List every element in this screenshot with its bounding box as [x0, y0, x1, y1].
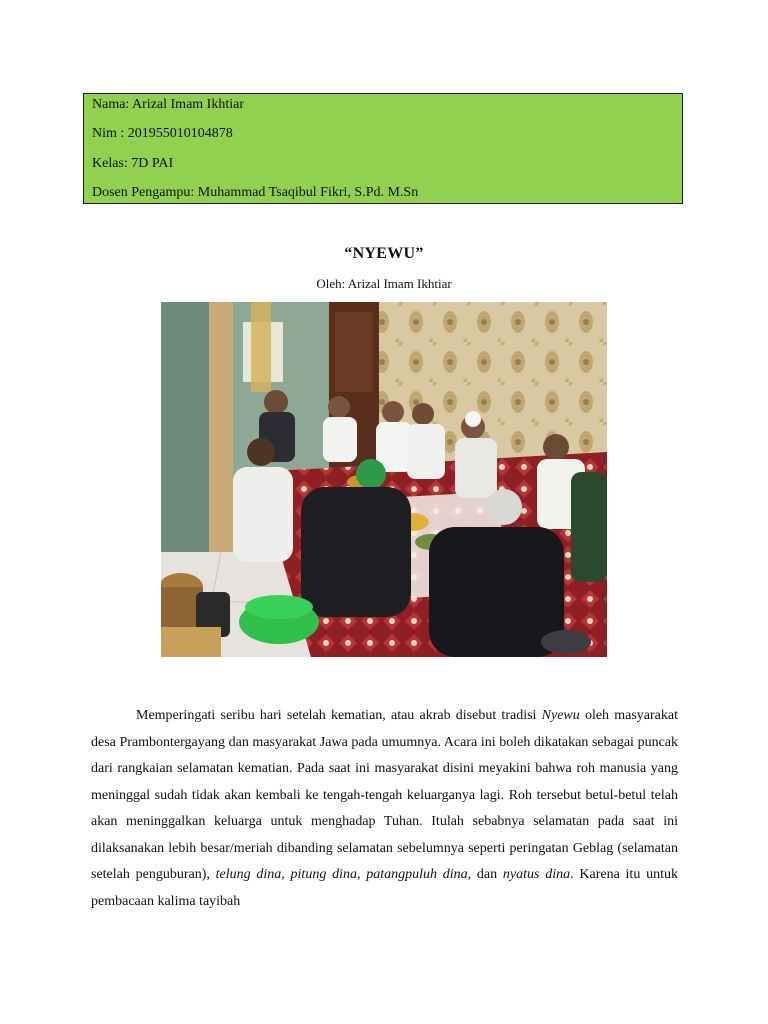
- student-info-box: [83, 93, 683, 204]
- body-italic-dina: telung dina, pitung dina, patangpuluh dina: [215, 867, 468, 882]
- student-class: Kelas: 7D PAI: [92, 156, 174, 171]
- student-nim: Nim : 201955010104878: [92, 126, 233, 141]
- author-byline: Oleh: Arizal Imam Ikhtiar: [316, 276, 452, 291]
- lecturer: Dosen Pengampu: Muhammad Tsaqibul Fikri, S.Pd. M.Sn: [92, 185, 419, 200]
- body-italic-nyewu: Nyewu: [541, 708, 580, 723]
- body-text-3: , dan: [467, 867, 503, 882]
- body-text-2: oleh masyarakat desa Prambontergayang dan masyarakat Jawa pada umumnya. Acara ini boleh dikatakan sebagai puncak dari rangkaian selamatan kematian. Pada saat ini masyarakat disini meyakini bahwa roh manusia yang meninggal sudah tidak akan kembali ke tengah-tengah keluarganya lagi. Roh tersebut betul-betul telah akan meninggalkan keluarga untuk menghadap Tuhan. Itulah sebabnya selamatan pada saat ini dilaksanakan lebih besar/meriah dibanding selamatan sebelumnya seperti peringatan Geblag (selamatan setelah penguburan),: [91, 708, 679, 882]
- nyewu-ceremony-photo: [161, 302, 607, 657]
- body-text-4: . Karena itu untuk pembacaan kalima tayibah: [91, 867, 678, 909]
- body-text-1: Memperingati seribu hari setelah kematian, atau akrab disebut tradisi: [136, 708, 542, 723]
- body-paragraph: [91, 703, 678, 915]
- body-italic-nyatus: nyatus dina: [502, 867, 571, 882]
- document-title: “NYEWU”: [344, 245, 424, 262]
- student-name: Nama: Arizal Imam Ikhtiar: [92, 97, 244, 112]
